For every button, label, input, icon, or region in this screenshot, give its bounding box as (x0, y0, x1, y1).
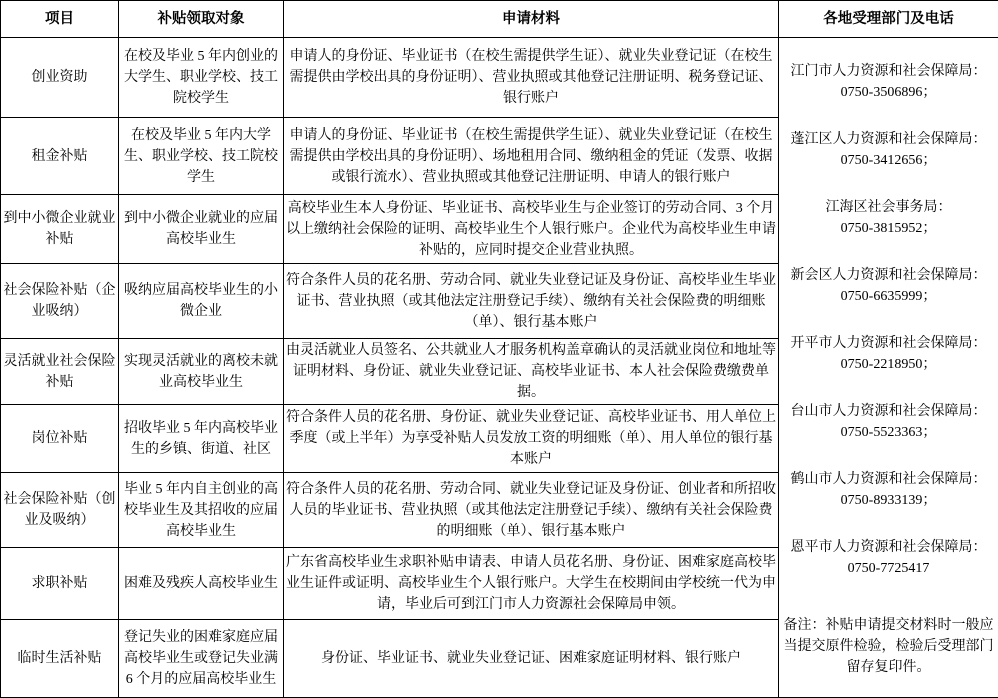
materials-cell: 符合条件人员的花名册、劳动合同、就业失业登记证及身份证、高校毕业生毕业证书、营业执照（或其他法定注册登记手续）、缴纳有关社会保险费的明细账（单）、银行基本账户 (284, 264, 779, 339)
recipient-cell: 毕业 5 年内自主创业的高校毕业生及其招收的应届高校毕业生 (119, 473, 284, 548)
contact-phone: 0750-8933139； (781, 490, 996, 511)
contact-name: 鹤山市人力资源和社会保障局： (781, 469, 996, 490)
materials-cell: 身份证、毕业证书、就业失业登记证、困难家庭证明材料、银行账户 (284, 620, 779, 698)
contacts-wrap (781, 39, 996, 696)
recipient-cell: 到中小微企业就业的应届高校毕业生 (119, 195, 284, 264)
recipient-cell: 吸纳应届高校毕业生的小微企业 (119, 264, 284, 339)
contact-name: 台山市人力资源和社会保障局： (781, 401, 996, 422)
contact-entry (781, 265, 996, 307)
contact-phone: 0750-2218950； (781, 354, 996, 375)
project-cell: 创业资助 (1, 38, 119, 118)
project-cell: 到中小微企业就业补贴 (1, 195, 119, 264)
project-cell: 岗位补贴 (1, 405, 119, 473)
materials-cell: 申请人的身份证、毕业证书（在校生需提供学生证）、就业失业登记证（在校生需提供由学校出具的身份证明）、营业执照或其他登记注册证明、税务登记证、银行账户 (284, 38, 779, 118)
contact-entry (781, 537, 996, 579)
col-header-materials: 申请材料 (284, 1, 779, 38)
contact-name: 江门市人力资源和社会保障局： (781, 61, 996, 82)
contact-name: 恩平市人力资源和社会保障局： (781, 537, 996, 558)
materials-cell: 符合条件人员的花名册、劳动合同、就业失业登记证及身份证、创业者和所招收人员的毕业证书、营业执照（或其他法定注册登记手续）、缴纳有关社会保险费的明细账（单）、银行基本账户 (284, 473, 779, 548)
project-cell: 求职补贴 (1, 548, 119, 620)
contact-phone: 0750-7725417 (781, 558, 996, 579)
materials-cell: 申请人的身份证、毕业证书（在校生需提供学生证）、就业失业登记证（在校生需提供由学校出具的身份证明）、场地租用合同、缴纳租金的凭证（发票、收据或银行流水）、营业执照或其他登记注册证明、申请人的银行账户 (284, 118, 779, 195)
contact-name: 蓬江区人力资源和社会保障局： (781, 129, 996, 150)
contact-entry (781, 129, 996, 171)
contact-name: 开平市人力资源和社会保障局： (781, 333, 996, 354)
contact-phone: 0750-3412656； (781, 150, 996, 171)
recipient-cell: 在校及毕业 5 年内大学生、职业学校、技工院校学生 (119, 118, 284, 195)
col-header-recipient: 补贴领取对象 (119, 1, 284, 38)
contact-name: 江海区社会事务局： (781, 197, 996, 218)
col-header-project: 项目 (1, 1, 119, 38)
contacts-list (781, 61, 996, 579)
contact-phone: 0750-3815952； (781, 218, 996, 239)
materials-cell: 高校毕业生本人身份证、毕业证书、高校毕业生与企业签订的劳动合同、3 个月以上缴纳社会保险的证明、高校毕业生个人银行账户。企业代为高校毕业生申请补贴的，应同时提交企业营业执照。 (284, 195, 779, 264)
contact-name: 新会区人力资源和社会保障局： (781, 265, 996, 286)
col-header-departments: 各地受理部门及电话 (779, 1, 998, 38)
materials-cell: 符合条件人员的花名册、身份证、就业失业登记证、高校毕业证书、用人单位上季度（或上半年）为享受补贴人员发放工资的明细账（单）、用人单位的银行基本账户 (284, 405, 779, 473)
recipient-cell: 实现灵活就业的离校未就业高校毕业生 (119, 339, 284, 405)
header-row (1, 1, 998, 38)
contact-entry (781, 197, 996, 239)
recipient-cell: 招收毕业 5 年内高校毕业生的乡镇、街道、社区 (119, 405, 284, 473)
table-row (1, 38, 998, 118)
contact-phone: 0750-6635999； (781, 286, 996, 307)
contact-phone: 0750-5523363； (781, 422, 996, 443)
contact-entry (781, 61, 996, 103)
materials-cell: 由灵活就业人员签名、公共就业人才服务机构盖章确认的灵活就业岗位和地址等证明材料、身份证、就业失业登记证、高校毕业证书、本人社会保险费缴费单据。 (284, 339, 779, 405)
contact-entry (781, 401, 996, 443)
contact-entry (781, 333, 996, 375)
project-cell: 临时生活补贴 (1, 620, 119, 698)
recipient-cell: 在校及毕业 5 年内创业的大学生、职业学校、技工院校学生 (119, 38, 284, 118)
project-cell: 灵活就业社会保险补贴 (1, 339, 119, 405)
recipient-cell: 困难及残疾人高校毕业生 (119, 548, 284, 620)
project-cell: 社会保险补贴（创业及吸纳） (1, 473, 119, 548)
recipient-cell: 登记失业的困难家庭应届高校毕业生或登记失业满 6 个月的应届高校毕业生 (119, 620, 284, 698)
project-cell: 社会保险补贴（企业吸纳） (1, 264, 119, 339)
contacts-cell (779, 38, 998, 698)
note-text: 备注：补贴申请提交材料时一般应当提交原件检验，检验后受理部门留存复印件。 (781, 591, 996, 678)
contact-entry (781, 469, 996, 511)
project-cell: 租金补贴 (1, 118, 119, 195)
materials-cell: 广东省高校毕业生求职补贴申请表、申请人员花名册、身份证、困难家庭高校毕业生证件或证明、高校毕业生个人银行账户。大学生在校期间由学校统一代为申请，毕业后可到江门市人力资源社会保障局申领。 (284, 548, 779, 620)
contact-phone: 0750-3506896； (781, 82, 996, 103)
